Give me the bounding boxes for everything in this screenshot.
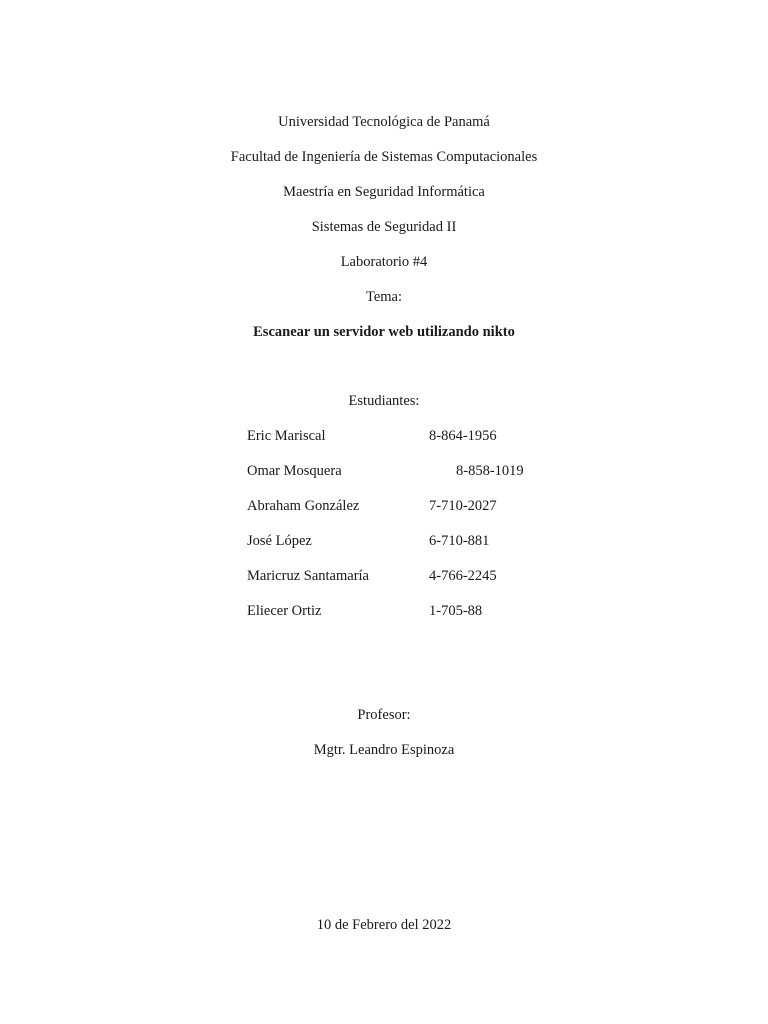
student-name: José López — [247, 533, 312, 549]
student-name: Abraham González — [247, 498, 360, 514]
student-name: Eric Mariscal — [247, 428, 326, 444]
student-id: 7-710-2027 — [429, 498, 497, 514]
student-row — [0, 532, 768, 550]
document-date: 10 de Febrero del 2022 — [316, 917, 452, 933]
professor-name: Mgtr. Leandro Espinoza — [313, 742, 455, 758]
student-id: 4-766-2245 — [429, 568, 497, 584]
student-name: Maricruz Santamaría — [247, 568, 369, 584]
student-name: Eliecer Ortiz — [247, 603, 322, 619]
lab-number: Laboratorio #4 — [340, 254, 428, 270]
student-id: 8-858-1019 — [456, 463, 524, 479]
course-name: Sistemas de Seguridad II — [311, 219, 457, 235]
student-id: 1-705-88 — [429, 603, 483, 619]
university-name: Universidad Tecnológica de Panamá — [278, 114, 490, 130]
student-name: Omar Mosquera — [247, 463, 342, 479]
student-row — [0, 602, 768, 620]
student-id: 6-710-881 — [429, 533, 490, 549]
program-name: Maestría en Seguridad Informática — [283, 184, 485, 200]
student-row — [0, 567, 768, 585]
topic-title: Escanear un servidor web utilizando nikto — [253, 324, 515, 340]
student-row — [0, 427, 768, 445]
faculty-name: Facultad de Ingeniería de Sistemas Computacionales — [230, 149, 538, 165]
students-label: Estudiantes: — [348, 393, 420, 409]
topic-label: Tema: — [365, 289, 403, 305]
student-id: 8-864-1956 — [429, 428, 497, 444]
student-row — [0, 462, 768, 480]
student-row — [0, 497, 768, 515]
professor-label: Profesor: — [357, 707, 411, 723]
